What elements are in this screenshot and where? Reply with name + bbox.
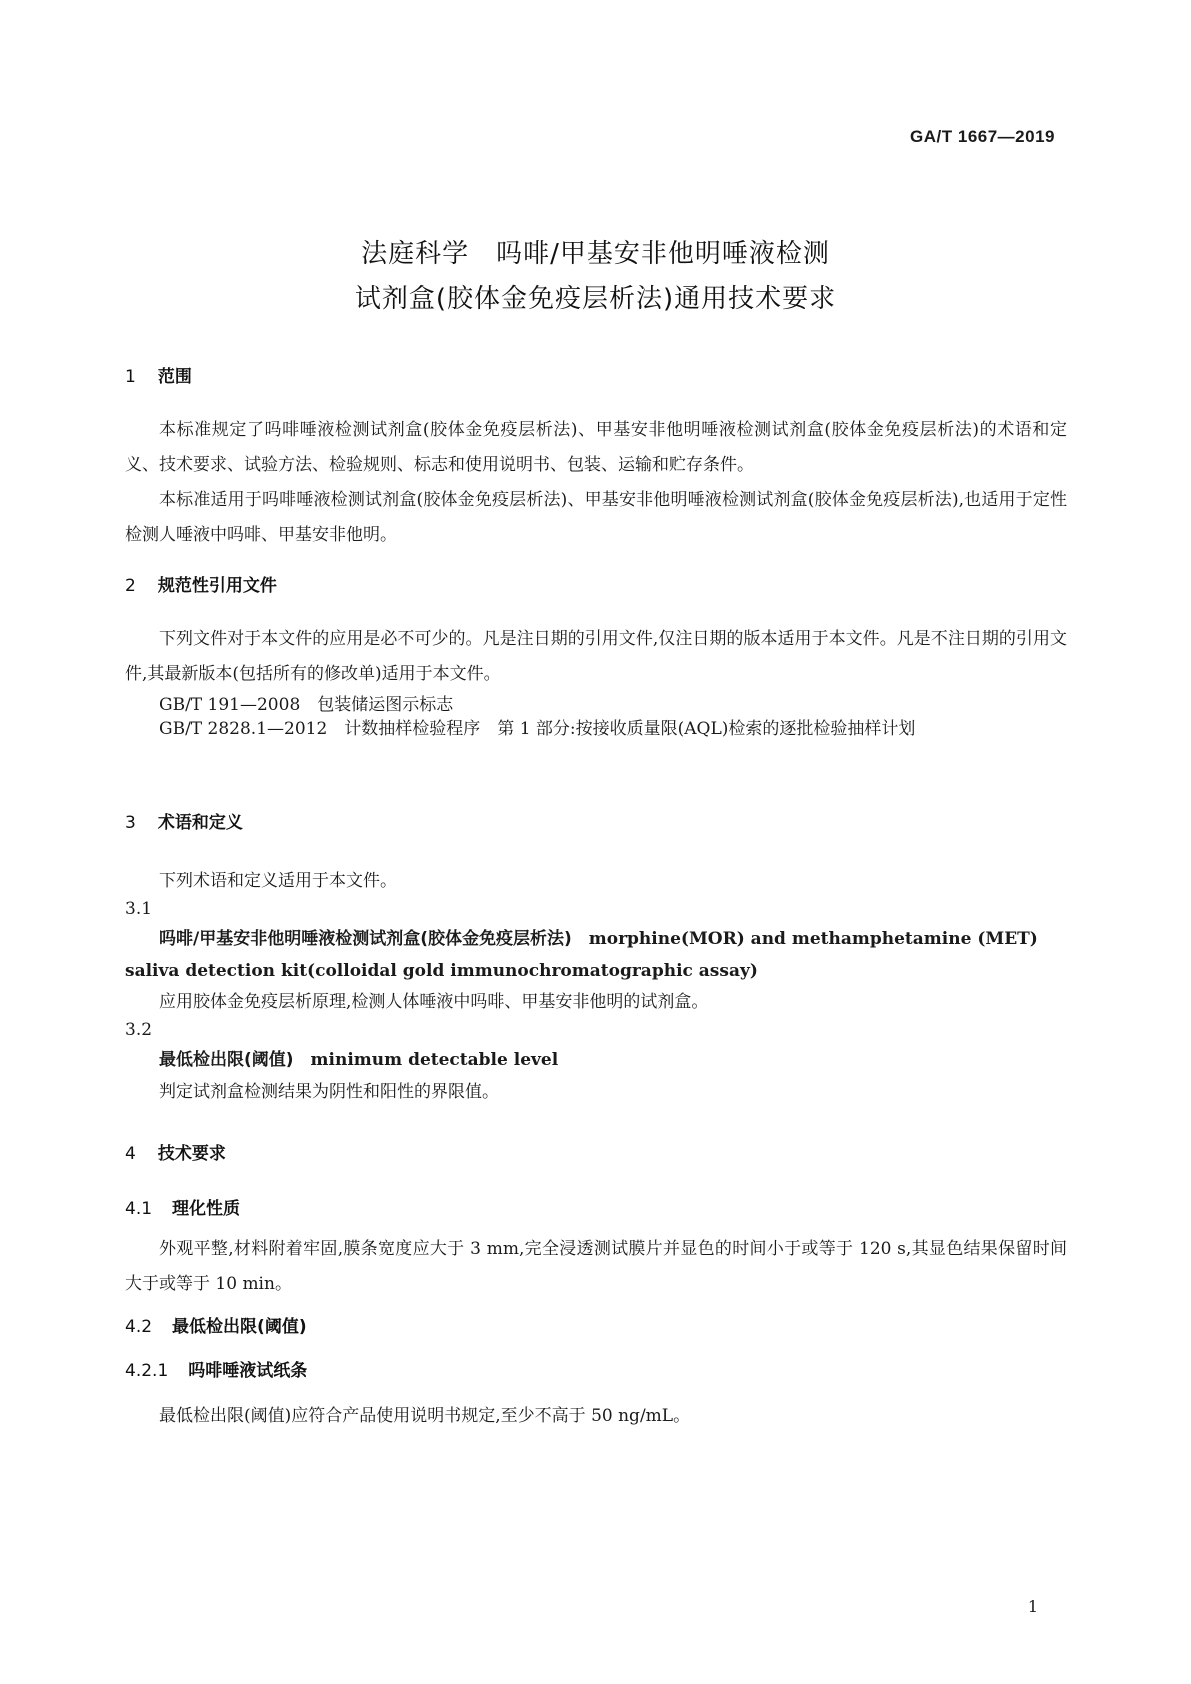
- section-number: 4.2: [125, 1317, 153, 1337]
- section-1-heading: [125, 362, 192, 387]
- term-number: 3.1: [125, 899, 153, 919]
- term-english: minimum detectable level: [310, 1050, 559, 1070]
- section-number: 3: [125, 813, 136, 833]
- term-chinese: 最低检出限(阈值): [159, 1050, 294, 1070]
- section-title: 吗啡唾液试纸条: [188, 1361, 308, 1381]
- page-number: 1: [1027, 1597, 1038, 1616]
- term-number: 3.2: [125, 1020, 153, 1040]
- term-entry: [125, 1044, 1067, 1076]
- section-4-1-heading: [125, 1194, 240, 1219]
- paragraph: 外观平整,材料附着牢固,膜条宽度应大于 3 mm,完全浸透测试膜片并显色的时间小于或等于 120 s,其显色结果保留时间大于或等于 10 min。: [125, 1239, 1067, 1294]
- paragraph: 下列文件对于本文件的应用是必不可少的。凡是注日期的引用文件,仅注日期的版本适用于本文件。凡是不注日期的引用文件,其最新版本(包括所有的修改单)适用于本文件。: [125, 629, 1067, 684]
- normative-reference: GB/T 191—2008 包装储运图示标志: [159, 695, 454, 715]
- paragraph: 本标准适用于吗啡唾液检测试剂盒(胶体金免疫层析法)、甲基安非他明唾液检测试剂盒(胶体金免疫层析法),也适用于定性检测人唾液中吗啡、甲基安非他明。: [125, 490, 1067, 545]
- term-chinese: 吗啡/甲基安非他明唾液检测试剂盒(胶体金免疫层析法): [159, 929, 572, 949]
- term-definition: 判定试剂盒检测结果为阴性和阳性的界限值。: [159, 1082, 499, 1102]
- section-number: 4.2.1: [125, 1361, 169, 1381]
- section-title: 技术要求: [157, 1144, 226, 1164]
- paragraph: 最低检出限(阈值)应符合产品使用说明书规定,至少不高于 50 ng/mL。: [159, 1406, 691, 1426]
- normative-reference: GB/T 2828.1—2012 计数抽样检验程序 第 1 部分:按接收质量限(AQL)检索的逐批检验抽样计划: [159, 719, 916, 739]
- document-title-line1: 法庭科学 吗啡/甲基安非他明唾液检测: [361, 239, 830, 269]
- section-4-2-1-heading: [125, 1356, 307, 1381]
- section-4-2-heading: [125, 1312, 307, 1337]
- section-number: 4.1: [125, 1199, 153, 1219]
- section-4-heading: [125, 1139, 226, 1164]
- paragraph: 本标准规定了吗啡唾液检测试剂盒(胶体金免疫层析法)、甲基安非他明唾液检测试剂盒(胶体金免疫层析法)的术语和定义、技术要求、试验方法、检验规则、标志和使用说明书、包装、运输和贮存条件。: [125, 420, 1067, 475]
- term-entry: [125, 923, 1067, 987]
- paragraph: 下列术语和定义适用于本文件。: [159, 871, 397, 891]
- section-title: 规范性引用文件: [157, 576, 277, 596]
- section-number: 1: [125, 367, 136, 387]
- term-definition: 应用胶体金免疫层析原理,检测人体唾液中吗啡、甲基安非他明的试剂盒。: [159, 992, 709, 1012]
- standard-number: GA/T 1667—2019: [910, 127, 1055, 146]
- section-title: 术语和定义: [157, 813, 243, 833]
- section-title: 范围: [157, 367, 192, 387]
- document-title-line2: 试剂盒(胶体金免疫层析法)通用技术要求: [354, 284, 837, 314]
- section-2-heading: [125, 571, 277, 596]
- section-number: 2: [125, 576, 136, 596]
- section-title: 最低检出限(阈值): [172, 1317, 307, 1337]
- term-english: morphine(MOR) and methamphetamine (MET) saliva detection kit(colloidal gold immunochromatographic assay): [125, 929, 1038, 981]
- section-number: 4: [125, 1144, 136, 1164]
- section-3-heading: [125, 808, 243, 833]
- section-title: 理化性质: [172, 1199, 241, 1219]
